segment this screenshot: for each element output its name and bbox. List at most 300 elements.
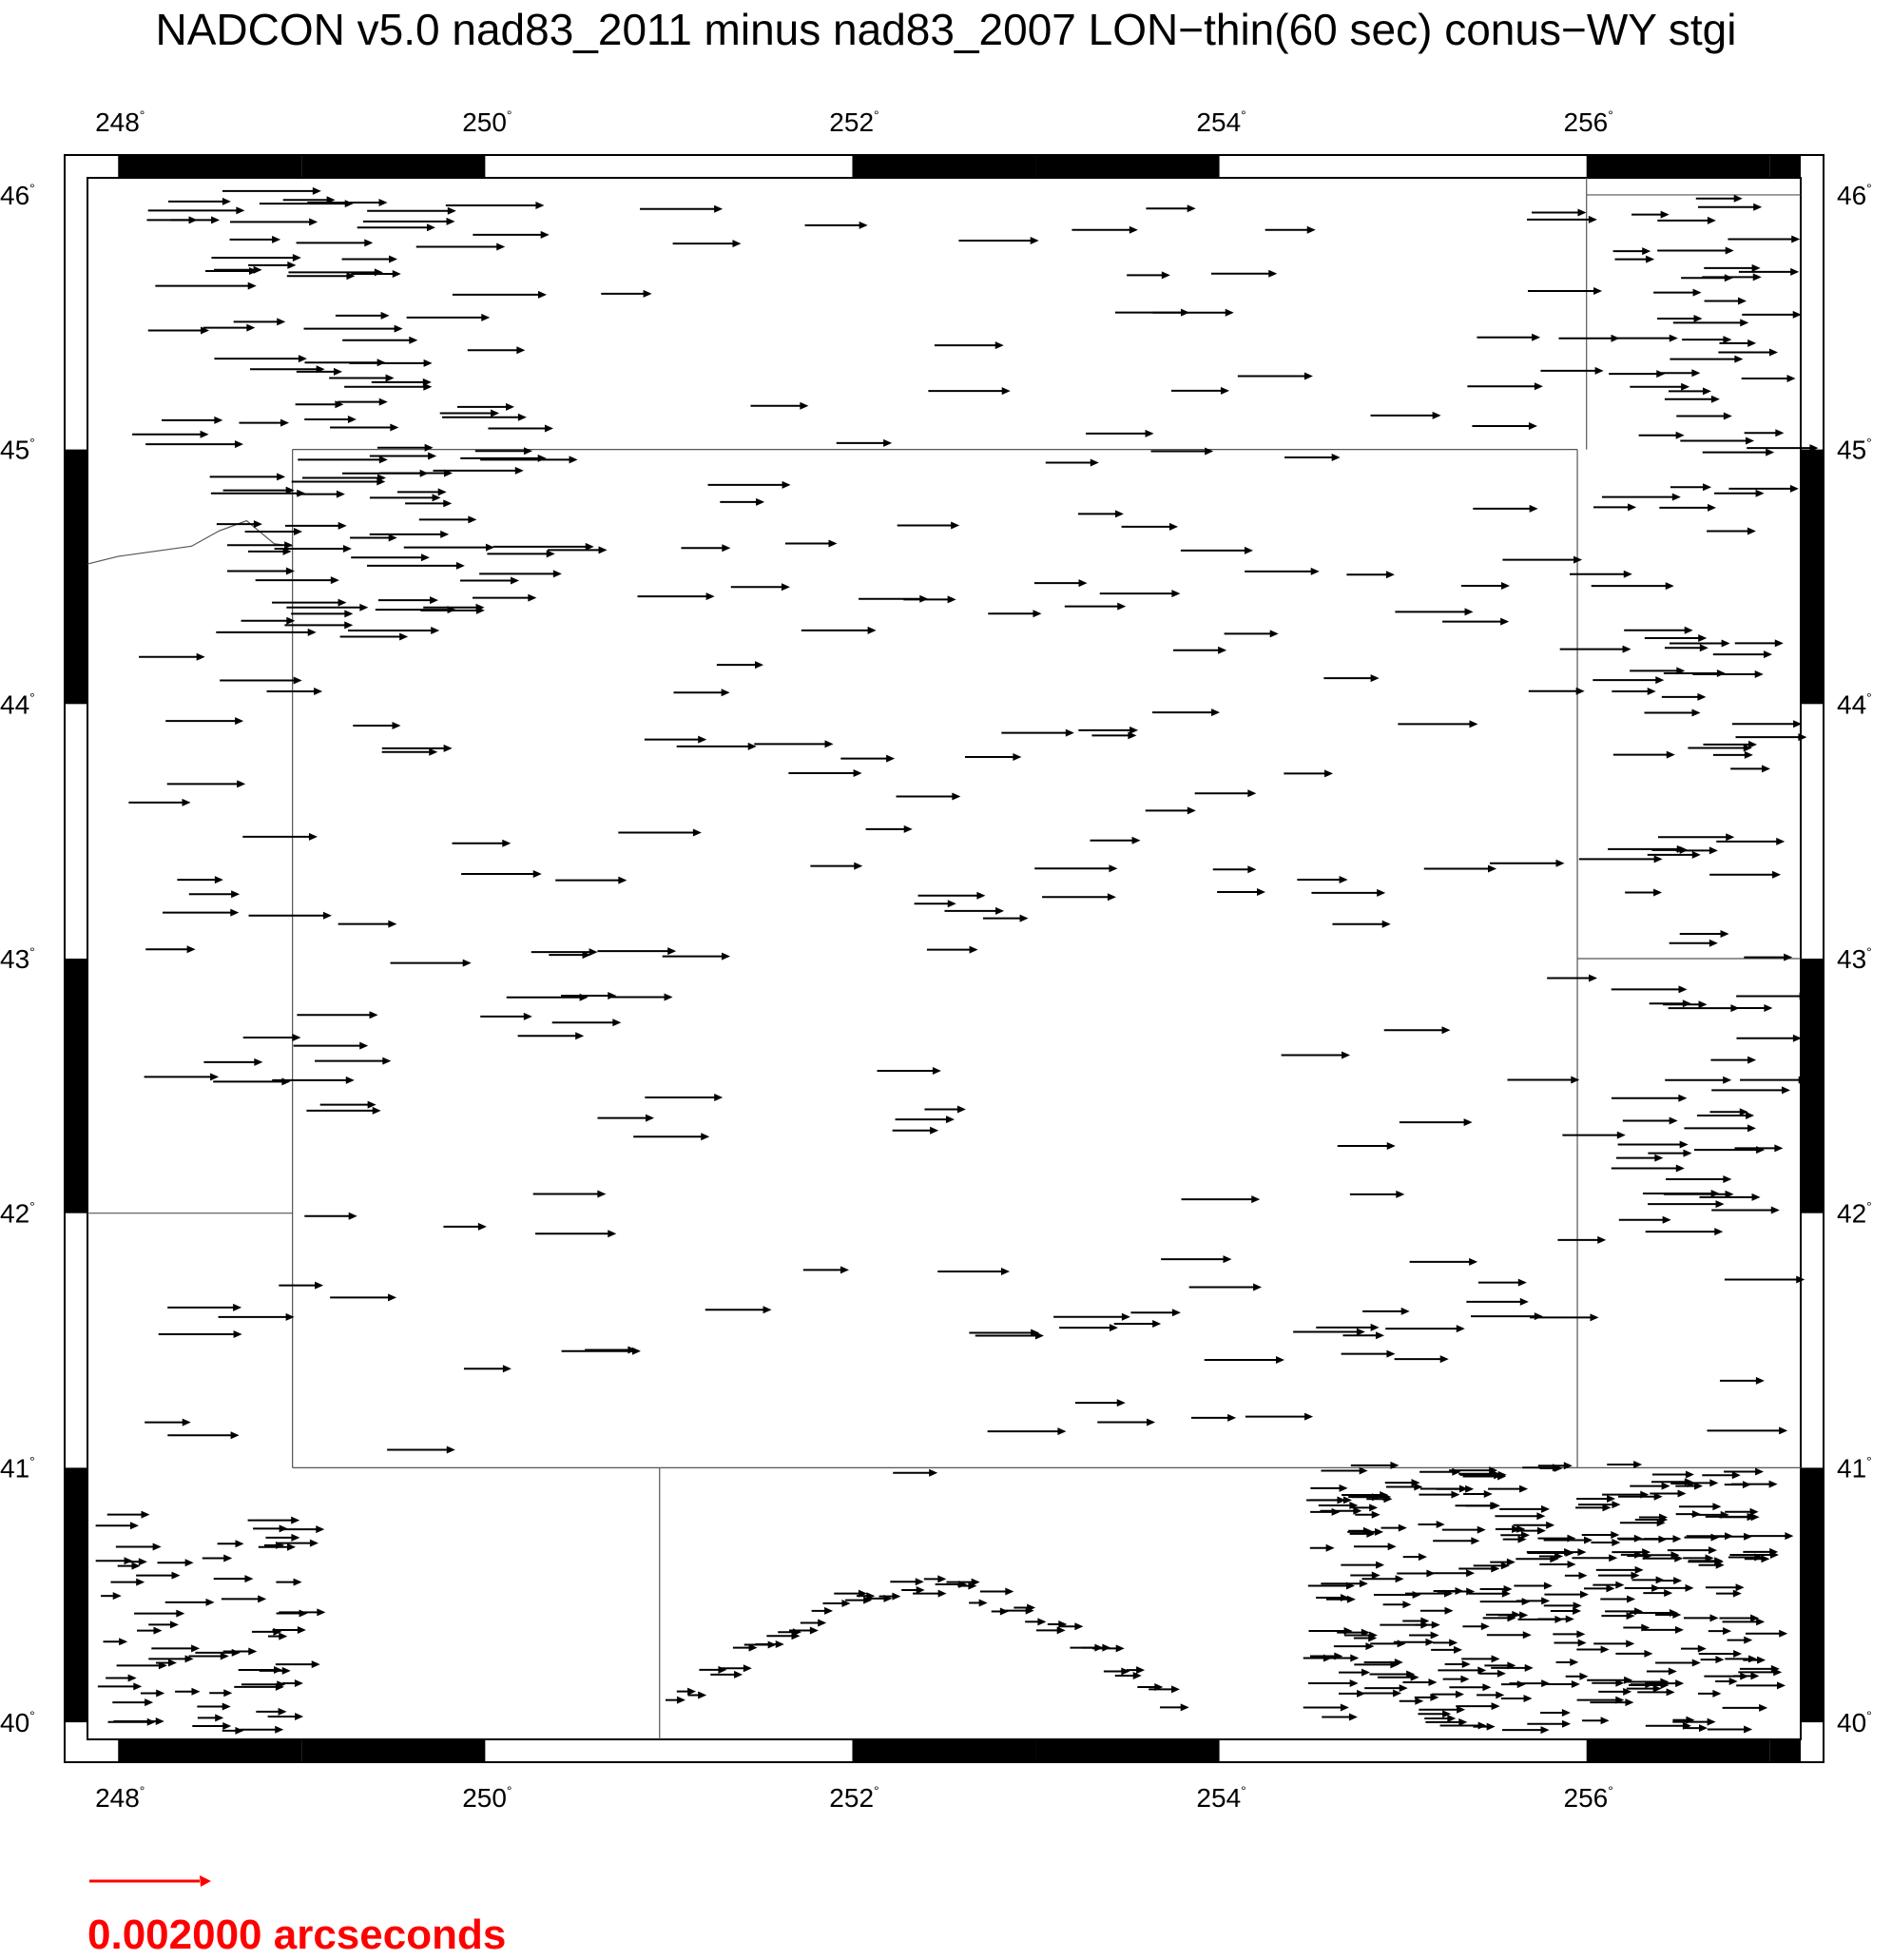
shift-vector-head (1537, 1527, 1546, 1535)
shift-vector-head (119, 1638, 127, 1645)
shift-vector-head (1471, 1537, 1479, 1544)
shift-vector-head (191, 1688, 200, 1696)
shift-vector-head (1518, 1279, 1527, 1287)
shift-vector-head (952, 793, 960, 801)
shift-vector-head (390, 423, 398, 431)
shift-vector-head (904, 825, 913, 833)
right-tick-label: 41° (1837, 1453, 1872, 1484)
map-title: NADCON v5.0 nad83_2011 minus nad83_2007 LON−thin(60 sec) conus−WY stgi (155, 5, 1737, 54)
shift-vector-head (389, 256, 397, 263)
shift-vector-head (979, 1599, 988, 1606)
shift-vector-head (503, 1365, 512, 1372)
shift-vector-head (938, 1590, 947, 1598)
shift-vector-head (409, 337, 417, 344)
shift-vector-head (448, 207, 456, 215)
shift-vector-head (714, 205, 723, 213)
shift-vector-head (1146, 430, 1154, 437)
shift-vector-head (1399, 1524, 1407, 1532)
shift-vector-head (1577, 1548, 1586, 1556)
shift-vector-head (1307, 226, 1316, 234)
shift-vector-head (1752, 264, 1761, 272)
shift-vector-head (1360, 1580, 1368, 1587)
shift-vector-head (810, 1626, 819, 1634)
shift-vector-head (447, 218, 455, 225)
shift-vector-head (1519, 1485, 1528, 1493)
shift-vector-head (1449, 1639, 1458, 1646)
shift-vector-head (1693, 289, 1702, 297)
shift-vector-head (1576, 1630, 1585, 1638)
shift-vector-head (1172, 1309, 1181, 1316)
shift-vector-head (1699, 1724, 1708, 1732)
shift-vector-head (970, 946, 978, 954)
shift-vector-head (1738, 297, 1747, 304)
shift-vector-head (1529, 422, 1537, 430)
shift-vector-head (1517, 1680, 1526, 1688)
top-tick-label: 256° (1563, 107, 1613, 137)
shift-vector-head (1712, 1503, 1721, 1510)
shift-vector-head (1626, 1640, 1634, 1647)
shift-vector-head (524, 1013, 532, 1020)
shift-vector-head (1764, 650, 1772, 658)
shift-vector-head (168, 1659, 177, 1667)
shift-vector-head (1745, 751, 1753, 759)
shift-vector-head (1589, 975, 1597, 982)
shift-vector-head (1519, 1611, 1528, 1619)
shift-vector-head (1432, 1621, 1440, 1629)
lon-bar-top (1587, 155, 1770, 178)
shift-vector-head (1667, 1688, 1675, 1696)
shift-vector-head (828, 540, 837, 548)
shift-vector-head (1487, 1723, 1496, 1731)
shift-vector-head (1691, 369, 1700, 377)
shift-vector-head (1477, 1526, 1486, 1534)
shift-vector-head (1790, 268, 1799, 276)
shift-vector-head (388, 1293, 396, 1301)
shift-vector-head (1500, 618, 1509, 626)
shift-vector-head (1635, 1566, 1644, 1574)
shift-vector-head (210, 1073, 219, 1080)
right-tick-label: 42° (1837, 1198, 1872, 1229)
shift-vector-head (334, 368, 342, 376)
shift-vector-head (1782, 1086, 1790, 1094)
shift-vector-head (957, 1106, 966, 1114)
shift-vector-head (1445, 1607, 1454, 1615)
shift-vector-head (346, 1077, 355, 1084)
shift-vector-head (1607, 1495, 1615, 1503)
shift-vector-head (294, 528, 302, 535)
lat-bar-left (65, 959, 87, 1213)
shift-vector-head (1387, 1142, 1396, 1150)
shift-vector-head (1386, 1350, 1395, 1358)
shift-vector-head (1740, 319, 1748, 326)
shift-vector-head (377, 359, 386, 366)
shift-vector-head (995, 341, 1004, 349)
shift-vector-head (1396, 1575, 1404, 1582)
shift-vector-head (1464, 1118, 1473, 1126)
shift-vector-head (370, 1011, 378, 1019)
bottom-tick-label: 248° (95, 1783, 145, 1813)
shift-vector-head (1579, 1673, 1588, 1680)
shift-vector-head (338, 599, 347, 607)
shift-vector-head (1469, 1258, 1477, 1266)
shift-vector-head (1708, 217, 1716, 224)
shift-vector-head (1564, 1462, 1573, 1469)
shift-vector-head (1382, 921, 1391, 928)
shift-vector-head (1756, 1146, 1765, 1154)
shift-vector-head (1748, 1655, 1757, 1662)
shift-vector-head (1541, 1505, 1550, 1513)
shift-vector-head (1777, 1681, 1786, 1689)
shift-vector-head (258, 1595, 266, 1602)
shift-vector-head (1747, 340, 1756, 347)
shift-vector-head (1726, 833, 1734, 841)
shift-vector-head (386, 374, 395, 381)
right-tick-label: 45° (1837, 435, 1872, 465)
shift-vector-head (139, 1558, 147, 1565)
shift-vector-head (506, 403, 514, 411)
shift-vector-head (317, 1608, 325, 1616)
shift-vector-head (1744, 1726, 1752, 1734)
shift-vector-head (722, 544, 730, 552)
shift-vector-head (1369, 1504, 1378, 1511)
shift-vector-head (133, 1682, 142, 1690)
shift-vector-head (1361, 1669, 1370, 1677)
shift-vector-head (886, 755, 895, 763)
shift-vector-head (608, 992, 616, 999)
shift-vector-head (299, 1610, 308, 1618)
shift-vector-head (502, 840, 511, 847)
shift-vector-head (1079, 579, 1088, 587)
shift-vector-head (1478, 1722, 1487, 1730)
left-tick-label: 41° (0, 1453, 35, 1484)
shift-vector-head (1324, 769, 1333, 777)
shift-vector-head (1492, 1502, 1500, 1509)
shift-vector-head (1437, 1521, 1445, 1528)
shift-vector-head (315, 1282, 323, 1290)
shift-vector-head (378, 199, 387, 206)
shift-vector-head (825, 740, 834, 747)
shift-vector-head (1774, 1144, 1783, 1152)
shift-vector-head (1340, 1485, 1348, 1492)
shift-vector-head (1723, 1175, 1731, 1183)
left-tick-label: 44° (0, 689, 35, 720)
shift-vector-head (718, 1666, 726, 1674)
frame-inner (87, 178, 1801, 1739)
shift-vector-head (1578, 1640, 1587, 1647)
scale-arrow-head (200, 1875, 211, 1887)
shift-vector-head (1700, 644, 1709, 651)
shift-vector-head (1033, 610, 1041, 617)
right-tick-label: 44° (1837, 689, 1872, 720)
shift-vector-head (1350, 1679, 1359, 1687)
shift-vector-head (1116, 1644, 1125, 1652)
shift-vector-head (1572, 1680, 1580, 1688)
shift-vector-head (1624, 571, 1632, 578)
shift-vector-head (1013, 753, 1021, 761)
shift-vector-head (1709, 846, 1718, 854)
shift-vector-head (429, 748, 437, 756)
shift-vector-head (1686, 1584, 1694, 1592)
shift-vector-head (298, 1626, 306, 1634)
shift-vector-head (1734, 356, 1743, 363)
shift-vector-head (1341, 1704, 1349, 1712)
shift-vector-head (1562, 1709, 1571, 1717)
shift-vector-head (1388, 1543, 1397, 1550)
shift-vector-head (1681, 383, 1689, 391)
shift-vector-head (443, 499, 452, 507)
shift-vector-head (1117, 603, 1126, 611)
shift-vector-head (1152, 1320, 1161, 1328)
shift-vector-head (156, 1717, 164, 1725)
shift-vector-head (293, 254, 301, 262)
shift-vector-head (379, 456, 388, 463)
shift-vector-head (1442, 1026, 1451, 1034)
shift-vector-head (425, 444, 434, 452)
lon-bar-bottom (118, 1739, 301, 1762)
shift-vector-head (424, 359, 433, 367)
shift-vector-head (1747, 1124, 1756, 1132)
shift-vector-head (481, 314, 490, 321)
shift-vector-head (431, 627, 439, 634)
shift-vector-head (1623, 646, 1631, 653)
shift-vector-head (1590, 1313, 1598, 1321)
shift-vector-head (1376, 1562, 1384, 1569)
shift-vector-head (1253, 1283, 1262, 1290)
shift-vector-head (1304, 1413, 1313, 1421)
shift-vector-head (1692, 851, 1701, 859)
shift-vector-head (1576, 688, 1585, 695)
tick-label-layer (0, 107, 1872, 1813)
shift-vector-head (1658, 1536, 1667, 1543)
top-tick-label: 250° (462, 107, 512, 137)
shift-vector-head (1566, 1616, 1574, 1623)
shift-vector-head (755, 661, 763, 669)
shift-vector-head (1577, 208, 1586, 216)
shift-vector-head (516, 346, 525, 354)
shift-vector-head (854, 863, 862, 870)
shift-vector-head (1074, 1622, 1083, 1630)
shift-vector-head (714, 1094, 723, 1101)
shift-vector-head (222, 1702, 231, 1710)
shift-vector-head (533, 870, 542, 878)
shift-vector-head (1753, 204, 1762, 211)
shift-vector-head (1375, 1528, 1383, 1536)
bottom-tick-label: 256° (1563, 1783, 1613, 1813)
shift-vector-head (1644, 1650, 1652, 1658)
shift-vector-head (1460, 1676, 1469, 1683)
shift-vector-head (468, 515, 476, 523)
shift-vector-head (1456, 1691, 1464, 1698)
shift-vector-head (381, 312, 390, 320)
shift-vector-head (1675, 1679, 1684, 1687)
shift-vector-head (1386, 571, 1395, 578)
shift-vector-head (287, 1543, 296, 1551)
shift-vector-head (1001, 1268, 1010, 1275)
shift-vector-head (128, 1675, 137, 1682)
shift-vector-head (1678, 1489, 1687, 1497)
shift-vector-head (1005, 1588, 1014, 1596)
shift-vector-head (665, 994, 673, 1001)
shift-vector-head (1747, 1057, 1756, 1064)
shift-vector-head (364, 239, 373, 246)
shift-vector-head (1646, 256, 1654, 263)
lon-bar-bottom (1770, 1739, 1801, 1762)
shift-vector-head (1109, 864, 1117, 872)
shift-vector-head (1413, 1591, 1421, 1599)
shift-vector-head (222, 198, 231, 205)
shift-vector-head (1692, 1659, 1701, 1667)
shift-vector-layer (96, 187, 1819, 1735)
shift-vector-head (782, 583, 790, 591)
shift-vector-head (1673, 1535, 1682, 1543)
shift-vector-head (295, 1679, 303, 1687)
shift-vector-head (156, 1689, 164, 1697)
right-tick-label: 43° (1837, 944, 1872, 974)
shift-vector-head (1398, 1640, 1406, 1647)
shift-vector-head (1342, 1052, 1350, 1059)
shift-vector-head (1595, 367, 1604, 375)
shift-vector-head (430, 596, 438, 604)
shift-vector-head (916, 1578, 924, 1585)
shift-vector-head (1661, 211, 1670, 219)
shift-vector-head (1798, 733, 1806, 741)
shift-vector-head (1680, 1141, 1689, 1149)
shift-vector-head (1122, 1313, 1130, 1321)
shift-vector-head (323, 912, 332, 920)
shift-vector-head (316, 1525, 324, 1533)
shift-vector-head (1672, 1611, 1681, 1619)
shift-vector-head (246, 324, 255, 332)
bottom-tick-label: 250° (462, 1783, 512, 1813)
shift-vector-head (1673, 1577, 1682, 1584)
shift-vector-head (236, 1540, 244, 1547)
shift-vector-head (892, 1593, 900, 1601)
shift-vector-head (1762, 765, 1770, 772)
shift-vector-head (1724, 413, 1732, 420)
shift-vector-head (277, 473, 285, 480)
lon-bar-top (1770, 155, 1801, 178)
shift-vector-head (1568, 1561, 1576, 1568)
top-tick-label: 248° (95, 107, 145, 137)
shift-vector-head (444, 745, 453, 752)
shift-vector-head (1147, 1419, 1155, 1426)
shift-vector-head (1211, 708, 1220, 716)
shift-vector-head (201, 431, 209, 438)
shift-vector-head (1679, 985, 1688, 993)
shift-vector-head (1546, 1522, 1554, 1529)
shift-vector-head (599, 546, 608, 553)
left-tick-label: 45° (0, 435, 35, 465)
shift-vector-head (1714, 1228, 1723, 1235)
shift-vector-head (1187, 806, 1196, 814)
shift-vector-head (1462, 1660, 1471, 1668)
shift-vector-head (1669, 1667, 1677, 1675)
shift-vector-head (280, 419, 289, 427)
shift-vector-head (294, 677, 302, 685)
shift-vector-head (1597, 1236, 1606, 1244)
shift-vector-head (1756, 490, 1765, 497)
shift-vector-head (782, 481, 791, 489)
shift-vector-head (1711, 396, 1720, 403)
shift-vector-head (248, 282, 257, 290)
shift-vector-head (295, 1713, 303, 1720)
shift-vector-head (547, 550, 555, 557)
shift-vector-head (698, 736, 706, 744)
shift-vector-head (1431, 1632, 1439, 1640)
shift-vector-head (232, 1649, 241, 1657)
shift-vector-head (244, 1575, 253, 1582)
shift-vector-head (937, 1575, 946, 1582)
shift-vector-head (545, 424, 553, 432)
shift-vector-head (1628, 503, 1636, 511)
shift-vector-head (1642, 247, 1651, 255)
shift-vector-head (1716, 1200, 1725, 1208)
shift-vector-head (1066, 729, 1074, 737)
shift-vector-head (1755, 670, 1764, 678)
shift-vector-head (1520, 1298, 1529, 1306)
shift-vector-head (1371, 674, 1380, 682)
shift-vector-head (1736, 1583, 1745, 1591)
shift-vector-head (1722, 640, 1730, 648)
shift-vector-head (286, 1313, 295, 1321)
shift-vector-head (1791, 236, 1800, 243)
top-tick-label: 252° (829, 107, 879, 137)
shift-vector-head (1524, 1695, 1533, 1702)
shift-vector-head (1357, 1690, 1365, 1698)
shift-vector-head (368, 1101, 376, 1109)
shift-vector-head (1556, 860, 1565, 867)
shift-vector-head (170, 1620, 179, 1628)
shift-vector-head (1601, 1717, 1610, 1724)
shift-vector-head (1578, 1572, 1587, 1580)
shift-vector-head (1570, 1659, 1578, 1666)
shift-vector-head (1785, 1532, 1793, 1540)
shift-vector-head (277, 318, 285, 325)
shift-vector-head (1465, 608, 1474, 615)
shift-vector-head (1709, 1479, 1718, 1486)
shift-vector-head (1571, 1076, 1579, 1083)
shift-vector-head (1525, 1664, 1534, 1672)
shift-vector-head (1110, 1324, 1118, 1331)
shift-vector-head (644, 290, 652, 298)
shift-vector-head (1573, 1601, 1582, 1609)
shift-vector-head (1523, 1631, 1532, 1639)
lon-bar-bottom (1587, 1739, 1770, 1762)
shift-vector-head (1723, 1627, 1731, 1635)
shift-vector-head (1648, 688, 1656, 695)
shift-vector-head (1187, 204, 1196, 212)
shift-vector-head (281, 1077, 290, 1085)
shift-vector-head (1715, 1656, 1724, 1663)
shift-vector-head (800, 402, 808, 410)
shift-vector-head (1779, 1630, 1787, 1638)
lon-bar-top (118, 155, 301, 178)
shift-vector-head (1057, 1427, 1066, 1435)
shift-vector-head (1733, 1650, 1742, 1658)
shift-vector-head (1171, 1685, 1180, 1693)
shift-vector-head (1734, 195, 1743, 203)
shift-vector-head (359, 1042, 368, 1050)
shift-vector-head (1419, 1553, 1427, 1561)
shift-vector-head (1481, 1622, 1490, 1630)
shift-vector-head (211, 216, 220, 223)
shift-vector-head (1711, 1190, 1720, 1197)
shift-vector-head (1401, 1308, 1410, 1315)
shift-vector-head (511, 577, 519, 585)
shift-vector-head (1761, 1555, 1769, 1562)
shift-vector-head (854, 769, 862, 777)
shift-vector-head (930, 1127, 938, 1135)
